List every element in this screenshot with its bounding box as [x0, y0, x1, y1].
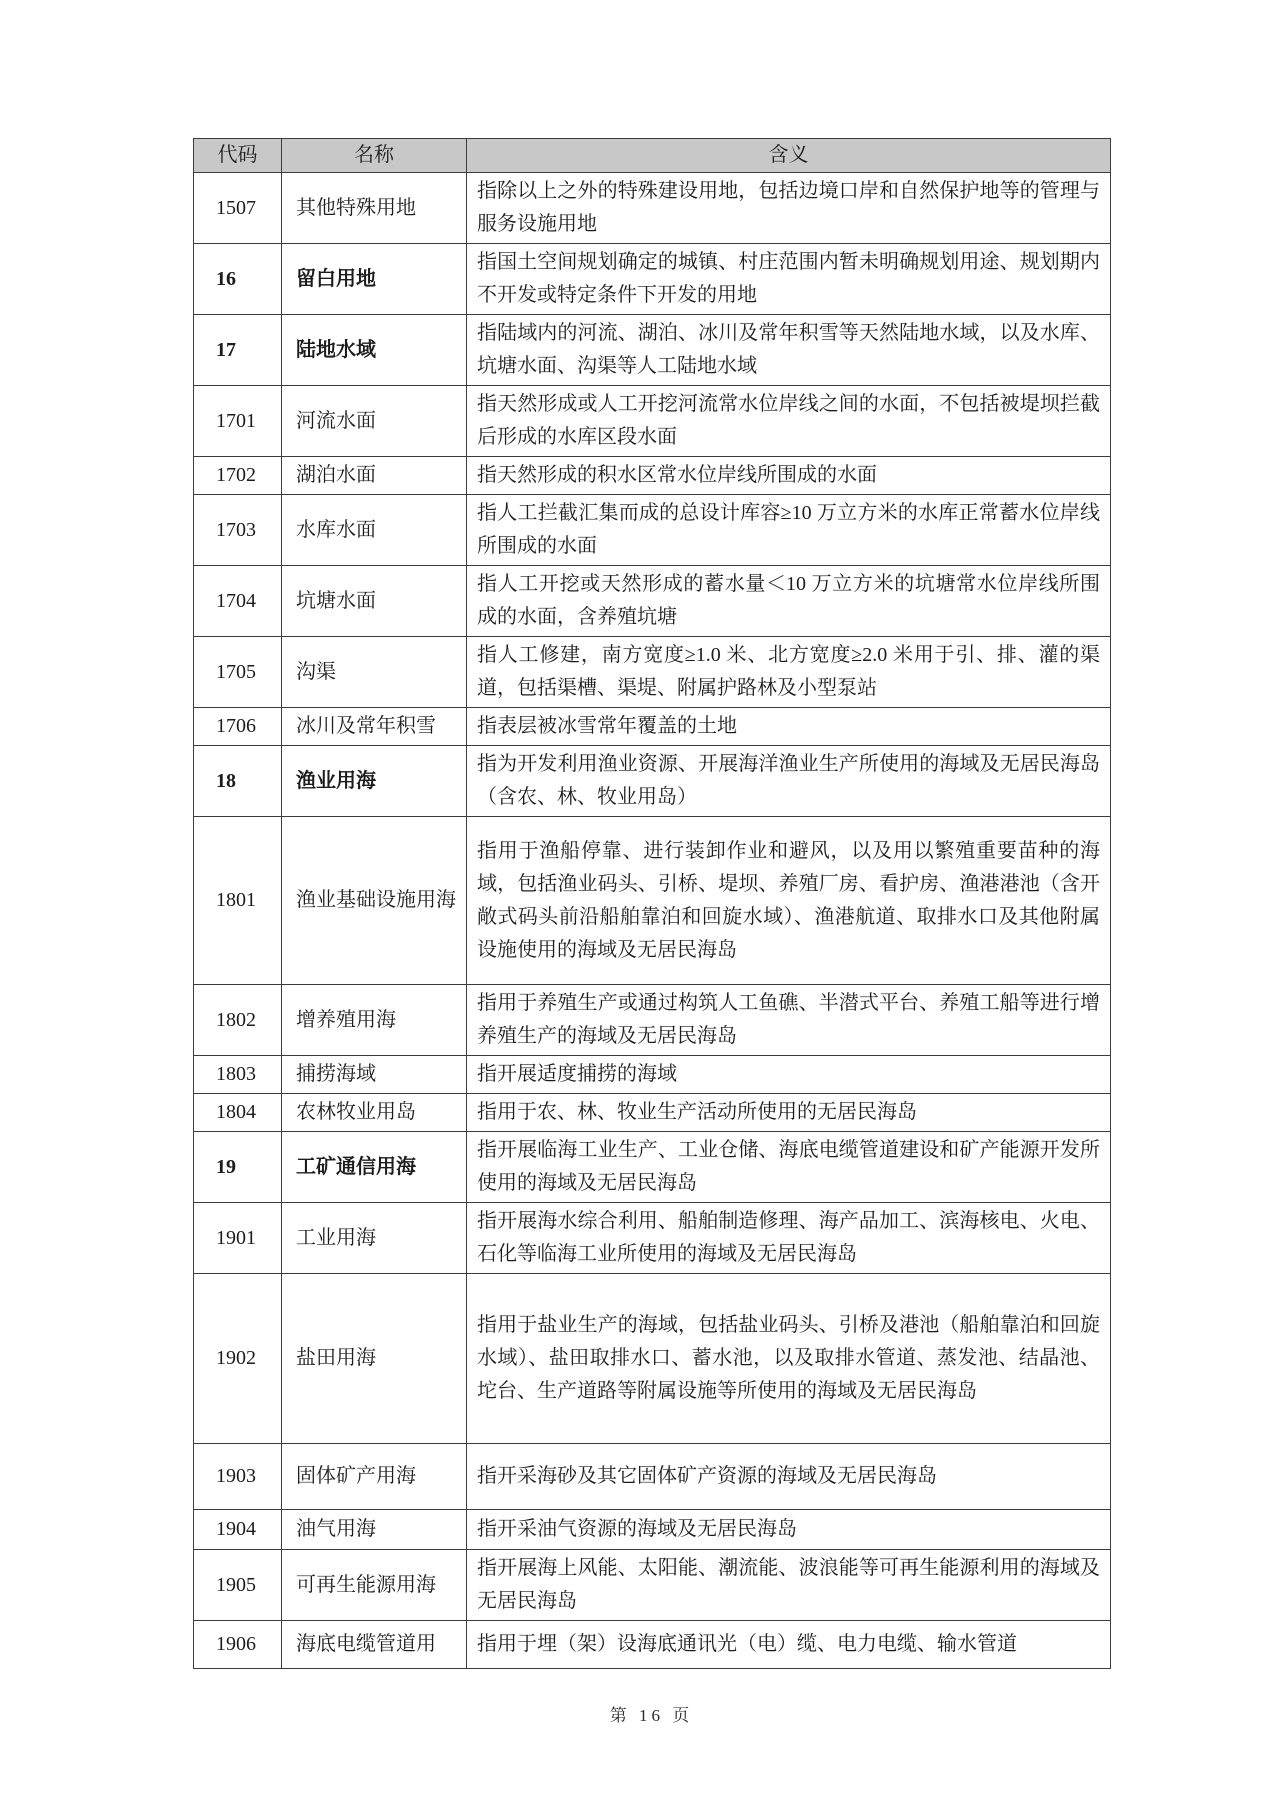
code-cell: 1703	[194, 495, 282, 566]
table-row	[194, 1132, 1111, 1203]
document-page	[193, 138, 1110, 1726]
page-footer	[193, 1701, 1110, 1726]
code-cell: 19	[194, 1132, 282, 1203]
name-cell: 陆地水域	[282, 315, 467, 386]
meaning-cell: 指天然形成的积水区常水位岸线所围成的水面	[467, 457, 1111, 495]
table-row	[194, 1510, 1111, 1550]
meaning-cell: 指人工修建，南方宽度≥1.0 米、北方宽度≥2.0 米用于引、排、灌的渠道，包括渠槽、渠堤、附属护路林及小型泵站	[467, 637, 1111, 708]
name-cell: 坑塘水面	[282, 566, 467, 637]
name-cell: 工业用海	[282, 1203, 467, 1274]
meaning-cell: 指天然形成或人工开挖河流常水位岸线之间的水面，不包括被堤坝拦截后形成的水库区段水面	[467, 386, 1111, 457]
code-cell: 1704	[194, 566, 282, 637]
code-cell: 1804	[194, 1094, 282, 1132]
name-cell: 工矿通信用海	[282, 1132, 467, 1203]
table-row	[194, 1621, 1111, 1669]
name-cell: 盐田用海	[282, 1274, 467, 1444]
column-header-name: 名称	[282, 139, 467, 173]
table-row	[194, 1550, 1111, 1621]
page-number: 第 16 页	[609, 1706, 694, 1725]
meaning-cell: 指人工拦截汇集而成的总设计库容≥10 万立方米的水库正常蓄水位岸线所围成的水面	[467, 495, 1111, 566]
code-cell: 1706	[194, 708, 282, 746]
meaning-cell: 指开展海水综合利用、船舶制造修理、海产品加工、滨海核电、火电、石化等临海工业所使用的海域及无居民海岛	[467, 1203, 1111, 1274]
table-row	[194, 386, 1111, 457]
name-cell: 冰川及常年积雪	[282, 708, 467, 746]
name-cell: 渔业用海	[282, 746, 467, 817]
meaning-cell: 指开展适度捕捞的海域	[467, 1056, 1111, 1094]
code-cell: 1802	[194, 985, 282, 1056]
meaning-cell: 指开展海上风能、太阳能、潮流能、波浪能等可再生能源利用的海域及无居民海岛	[467, 1550, 1111, 1621]
meaning-cell: 指开采海砂及其它固体矿产资源的海域及无居民海岛	[467, 1444, 1111, 1510]
code-cell: 1507	[194, 173, 282, 244]
table-row	[194, 637, 1111, 708]
table-row	[194, 173, 1111, 244]
meaning-cell: 指用于农、林、牧业生产活动所使用的无居民海岛	[467, 1094, 1111, 1132]
code-cell: 18	[194, 746, 282, 817]
code-cell: 1702	[194, 457, 282, 495]
table-row	[194, 566, 1111, 637]
meaning-cell: 指用于渔船停靠、进行装卸作业和避风，以及用以繁殖重要苗种的海域，包括渔业码头、引桥、堤坝、养殖厂房、看护房、渔港港池（含开敞式码头前沿船舶靠泊和回旋水域）、渔港航道、取排水口及其他附属设施使用的海域及无居民海岛	[467, 817, 1111, 985]
code-cell: 1701	[194, 386, 282, 457]
table-row	[194, 495, 1111, 566]
table-row	[194, 244, 1111, 315]
code-cell: 1903	[194, 1444, 282, 1510]
meaning-cell: 指国土空间规划确定的城镇、村庄范围内暂未明确规划用途、规划期内不开发或特定条件下开发的用地	[467, 244, 1111, 315]
meaning-cell: 指除以上之外的特殊建设用地，包括边境口岸和自然保护地等的管理与服务设施用地	[467, 173, 1111, 244]
name-cell: 油气用海	[282, 1510, 467, 1550]
code-cell: 1902	[194, 1274, 282, 1444]
table-body	[194, 173, 1111, 1669]
name-cell: 渔业基础设施用海	[282, 817, 467, 985]
table-header-row	[194, 139, 1111, 173]
name-cell: 其他特殊用地	[282, 173, 467, 244]
meaning-cell: 指用于养殖生产或通过构筑人工鱼礁、半潜式平台、养殖工船等进行增养殖生产的海域及无居民海岛	[467, 985, 1111, 1056]
name-cell: 湖泊水面	[282, 457, 467, 495]
code-cell: 1904	[194, 1510, 282, 1550]
table-row	[194, 708, 1111, 746]
table-row	[194, 315, 1111, 386]
table-row	[194, 746, 1111, 817]
code-cell: 1705	[194, 637, 282, 708]
name-cell: 水库水面	[282, 495, 467, 566]
name-cell: 海底电缆管道用	[282, 1621, 467, 1669]
meaning-cell: 指人工开挖或天然形成的蓄水量＜10 万立方米的坑塘常水位岸线所围成的水面，含养殖坑塘	[467, 566, 1111, 637]
meaning-cell: 指用于埋（架）设海底通讯光（电）缆、电力电缆、输水管道	[467, 1621, 1111, 1669]
name-cell: 可再生能源用海	[282, 1550, 467, 1621]
code-cell: 17	[194, 315, 282, 386]
code-cell: 1906	[194, 1621, 282, 1669]
code-cell: 1901	[194, 1203, 282, 1274]
name-cell: 捕捞海域	[282, 1056, 467, 1094]
name-cell: 沟渠	[282, 637, 467, 708]
meaning-cell: 指陆域内的河流、湖泊、冰川及常年积雪等天然陆地水域，以及水库、坑塘水面、沟渠等人工陆地水域	[467, 315, 1111, 386]
code-cell: 16	[194, 244, 282, 315]
meaning-cell: 指表层被冰雪常年覆盖的土地	[467, 708, 1111, 746]
code-cell: 1801	[194, 817, 282, 985]
table-row	[194, 1444, 1111, 1510]
code-cell: 1803	[194, 1056, 282, 1094]
name-cell: 固体矿产用海	[282, 1444, 467, 1510]
name-cell: 增养殖用海	[282, 985, 467, 1056]
table-row	[194, 1094, 1111, 1132]
name-cell: 农林牧业用岛	[282, 1094, 467, 1132]
table-row	[194, 457, 1111, 495]
table-row	[194, 1274, 1111, 1444]
table-row	[194, 817, 1111, 985]
meaning-cell: 指开采油气资源的海域及无居民海岛	[467, 1510, 1111, 1550]
meaning-cell: 指为开发利用渔业资源、开展海洋渔业生产所使用的海域及无居民海岛（含农、林、牧业用岛）	[467, 746, 1111, 817]
column-header-meaning: 含义	[467, 139, 1111, 173]
name-cell: 河流水面	[282, 386, 467, 457]
table-row	[194, 985, 1111, 1056]
meaning-cell: 指用于盐业生产的海域，包括盐业码头、引桥及港池（船舶靠泊和回旋水域）、盐田取排水口、蓄水池，以及取排水管道、蒸发池、结晶池、坨台、生产道路等附属设施等所使用的海域及无居民海岛	[467, 1274, 1111, 1444]
table-row	[194, 1056, 1111, 1094]
meaning-cell: 指开展临海工业生产、工业仓储、海底电缆管道建设和矿产能源开发所使用的海域及无居民海岛	[467, 1132, 1111, 1203]
table-row	[194, 1203, 1111, 1274]
code-cell: 1905	[194, 1550, 282, 1621]
column-header-code: 代码	[194, 139, 282, 173]
name-cell: 留白用地	[282, 244, 467, 315]
land-use-classification-table	[193, 138, 1111, 1669]
